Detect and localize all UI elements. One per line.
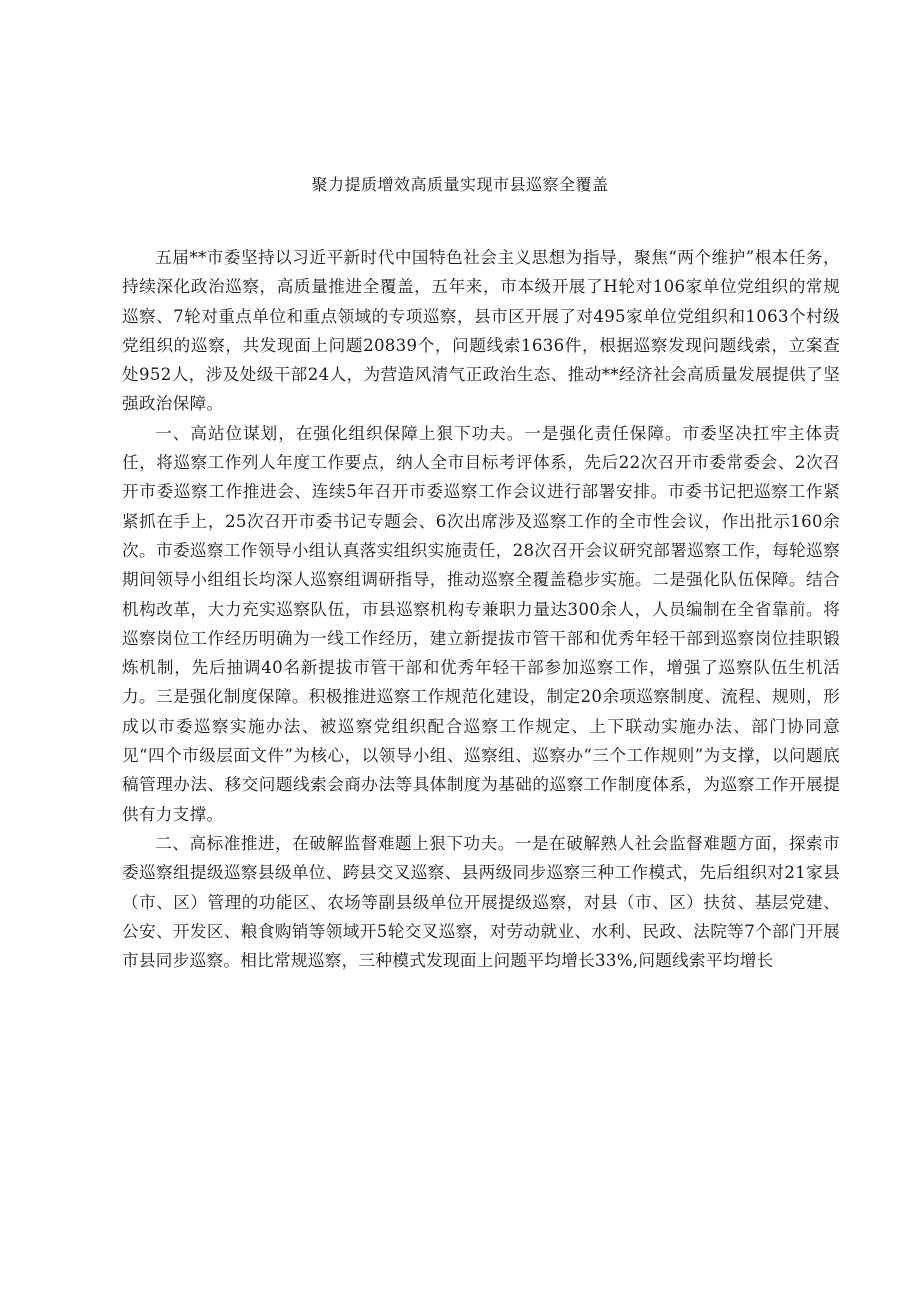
- paragraph-section-2: 二、高标准推进，在破解监督难题上狠下功夫。一是在破解熟人社会监督难题方面，探索市委巡察组提级巡察县级单位、跨县交叉巡察、县两级同步巡察三种工作模式，先后组织对21家县（市、区）管理的功能区、农场等副县级单位开展提级巡察，对县（市、区）扶贫、基层党建、公安、开发区、粮食购销等领域开5轮交叉巡察，对劳动就业、水利、民政、法院等7个部门开展市县同步巡察。相比常规巡察，三种模式发现面上问题平均增长33%,问题线索平均增长: [122, 833, 840, 971]
- paragraph-intro: 五届**市委坚持以习近平新时代中国特色社会主义思想为指导，聚焦“两个维护”根本任务，持续深化政治巡察，高质量推进全覆盖，五年来，市本级开展了H轮对106家单位党组织的常规巡察、7轮对重点单位和重点领域的专项巡察，县市区开展了对495家单位党组织和1063个村级党组织的巡察，共发现面上问题20839个，问题线索1636件，根据巡察发现问题线索，立案查处952人，涉及处级干部24人，为营造风清气正政治生态、推动**经济社会高质量发展提供了坚强政治保障。: [122, 248, 840, 414]
- paragraph-section-1: 一、高站位谋划，在强化组织保障上狠下功夫。一是强化责任保障。市委坚决扛牢主体责任，将巡察工作列人年度工作要点，纳人全市目标考评体系，先后22次召开市委常委会、2次召开市委巡察工作推进会、连续5年召开市委巡察工作会议进行部署安排。市委书记把巡察工作紧紧抓在手上，25次召开市委书记专题会、6次出席涉及巡察工作的全市性会议，作出批示160余次。市委巡察工作领导小组认真落实组织实施责任，28次召开会议研究部署巡察工作，每轮巡察期间领导小组组长均深人巡察组调研指导，推动巡察全覆盖稳步实施。二是强化队伍保障。结合机构改革，大力充实巡察队伍，市县巡察机构专兼职力量达300余人，人员编制在全省靠前。将巡察岗位工作经历明确为一线工作经历，建立新提拔市管干部和优秀年轻干部到巡察岗位挂职锻炼机制，先后抽调40名新提拔市管干部和优秀年轻干部参加巡察工作，增强了巡察队伍生机活力。三是强化制度保障。积极推进巡察工作规范化建设，制定20余项巡察制度、流程、规则，形成以市委巡察实施办法、被巡察党组织配合巡察工作规定、上下联动实施办法、部门协同意见“四个市级层面文件”为核心，以领导小组、巡察组、巡察办“三个工作规则”为支撑，以问题底稿管理办法、移交问题线索会商办法等具体制度为基础的巡察工作制度体系，为巡察工作开展提供有力支撑。: [122, 423, 840, 824]
- document-title: 聚力提质增效高质量实现市县巡察全覆盖: [311, 175, 609, 194]
- document-body: [122, 243, 840, 975]
